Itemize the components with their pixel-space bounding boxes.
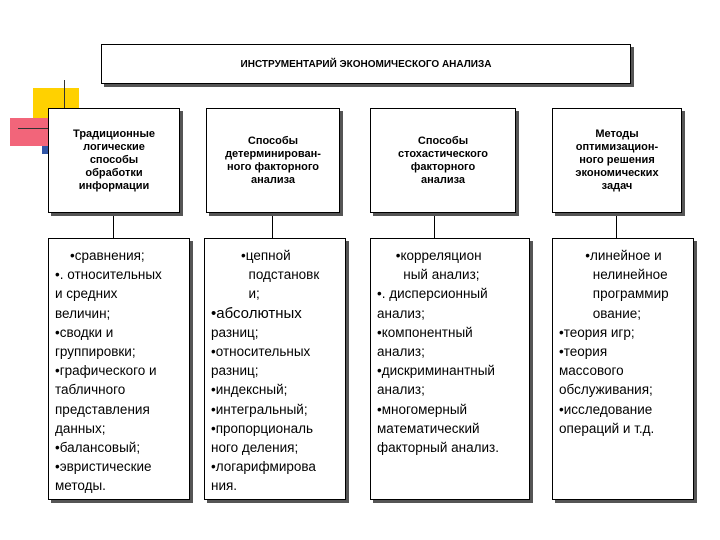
heading-stochastic-analysis: Способы стохастического факторного анализа <box>370 108 516 213</box>
heading-traditional-methods: Традиционные логические способы обработки информации <box>48 108 180 213</box>
list-deterministic-analysis: •цепной подстановк и; •абсолютных разниц; •относительных разниц; •индексный; •интегральный; •пропорциональ ного деления; •логарифмирова ния. <box>204 238 346 500</box>
heading-deterministic-analysis: Способы детерминирован- ного факторного анализа <box>206 108 340 213</box>
list-traditional-methods: •сравнения; •. относительных и средних величин; •сводки и группировки; •графического и табличного представления данных; •балансовый; •эвристические методы. <box>48 238 190 500</box>
connector-4 <box>616 213 617 238</box>
heading-optimization-methods: Методы оптимизацион- ного решения экономических задач <box>552 108 682 213</box>
connector-3 <box>434 213 435 238</box>
list-optimization-methods: •линейное и нелинейное программир ование; •теория игр; •теория массового обслуживания; •исследование операций и т.д. <box>552 238 694 500</box>
connector-1 <box>113 213 114 238</box>
diagram-title: ИНСТРУМЕНТАРИЙ ЭКОНОМИЧЕСКОГО АНАЛИЗА <box>101 44 631 84</box>
list-stochastic-analysis: •корреляцион ный анализ; •. дисперсионный анализ; •компонентный анализ; •дискриминантный анализ; •многомерный математический факторный анализ. <box>370 238 530 500</box>
connector-2 <box>272 213 273 238</box>
